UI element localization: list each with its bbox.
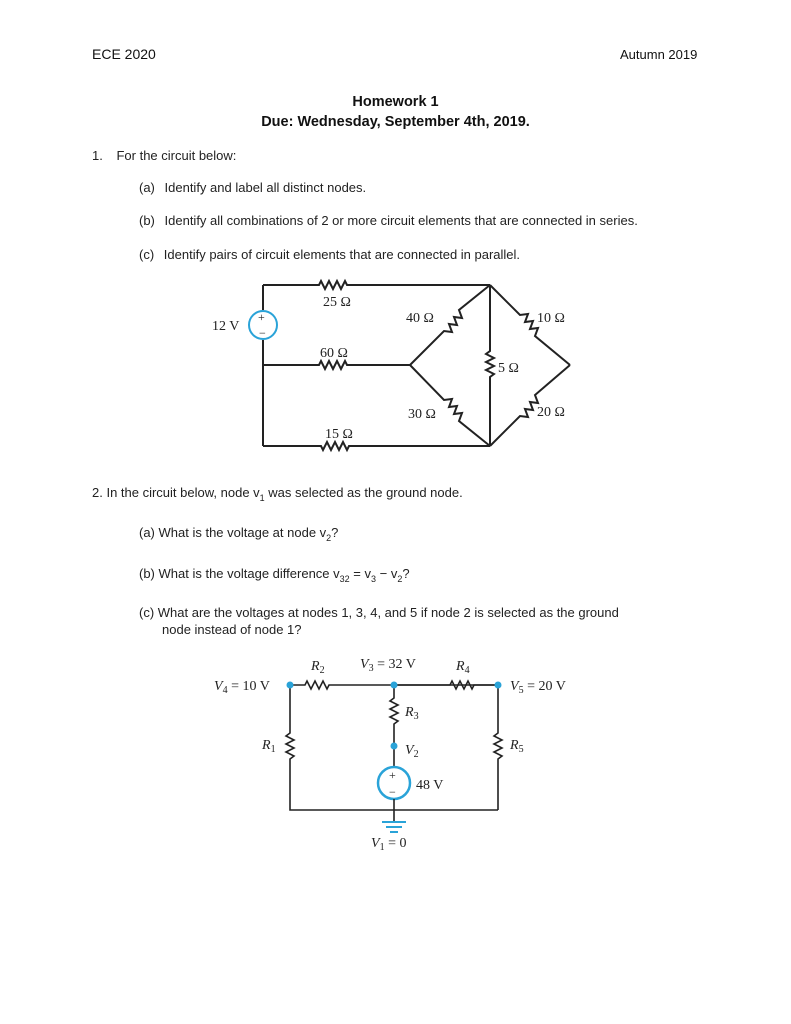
var-sub: 2 <box>397 574 403 584</box>
label-20-ohm: 20 Ω <box>537 405 565 420</box>
label-48v: 48 V <box>416 778 444 793</box>
label-r4: $R_4$ <box>456 659 470 676</box>
part-label: (a) <box>139 180 155 195</box>
intro-text: 2. In the circuit below, node <box>92 485 254 500</box>
part-text: Identify all combinations of 2 or more circuit elements that are connected in series. <box>164 213 638 228</box>
var-sub: 3 <box>370 574 376 584</box>
source-label-12v: 12 V <box>212 319 240 334</box>
resistor-r3 <box>390 685 398 746</box>
var-v: v <box>390 566 398 581</box>
label-5-ohm: 5 Ω <box>498 361 519 376</box>
node-v3 <box>391 682 398 689</box>
part-label: (c) <box>139 247 155 262</box>
label-r5: $R_5$ <box>510 738 524 755</box>
due-date: Due: Wednesday, September 4th, 2019. <box>261 114 530 130</box>
var-sub: 1 <box>259 493 265 503</box>
label-30-ohm: 30 Ω <box>408 407 436 422</box>
qb-end: ? <box>402 566 410 581</box>
label-10-ohm: 10 Ω <box>537 311 565 326</box>
minus: − <box>376 566 391 581</box>
label-60-ohm: 60 Ω <box>320 346 348 361</box>
node-v5 <box>495 682 502 689</box>
resistor-r5 <box>494 685 502 810</box>
course-label: ECE 2020 <box>92 46 156 62</box>
source-plus: + <box>389 768 396 782</box>
source-plus: + <box>258 310 265 324</box>
label-r1: $R_1$ <box>262 738 276 755</box>
problem1-text: For the circuit below: <box>116 148 237 163</box>
label-r3: $R_3$ <box>405 705 419 722</box>
label-v5: $V_5 = 20$ V <box>510 679 566 696</box>
label-v1: $V_1 = 0$ <box>371 836 407 853</box>
resistor-r4 <box>394 681 498 689</box>
label-v4: $V_4 = 10$ V <box>214 679 270 696</box>
label-v3: $V_3 = 32$ V <box>360 657 416 674</box>
node-v2 <box>391 743 398 750</box>
qa-text: (a) What is the voltage at node <box>139 525 320 540</box>
problem2-part-c-line2: node instead of node 1? <box>162 622 302 637</box>
var-v: v <box>333 566 340 581</box>
var-sub: 2 <box>326 533 332 543</box>
label-15-ohm: 15 Ω <box>325 427 353 442</box>
var-sub: 32 <box>339 574 350 584</box>
label-r2: $R_2$ <box>311 659 325 676</box>
equals: = <box>349 566 365 581</box>
node-v4 <box>287 682 294 689</box>
var-v: v <box>364 566 371 581</box>
part-label: (b) <box>139 213 155 228</box>
var-v: v <box>319 525 327 540</box>
intro-text-end: was selected as the ground node. <box>264 485 463 500</box>
label-40-ohm: 40 Ω <box>406 311 434 326</box>
homework-title: Homework 1 <box>352 94 439 110</box>
source-minus: − <box>259 326 266 340</box>
qa-end: ? <box>331 525 339 540</box>
label-v2: $V_2$ <box>405 743 419 760</box>
part-text: Identify and label all distinct nodes. <box>164 180 367 195</box>
problem2-part-c-line1: (c) What are the voltages at nodes 1, 3, 4, and 5 if node 2 is selected as the ground <box>139 605 619 620</box>
term-label: Autumn 2019 <box>620 47 698 62</box>
problem1-number: 1. <box>92 148 103 163</box>
var-v: v <box>253 485 260 500</box>
source-minus: − <box>389 785 396 799</box>
part-text: Identify pairs of circuit elements that are connected in parallel. <box>163 247 521 262</box>
qb-text: (b) What is the voltage difference <box>139 566 334 581</box>
label-25-ohm: 25 Ω <box>323 295 351 310</box>
